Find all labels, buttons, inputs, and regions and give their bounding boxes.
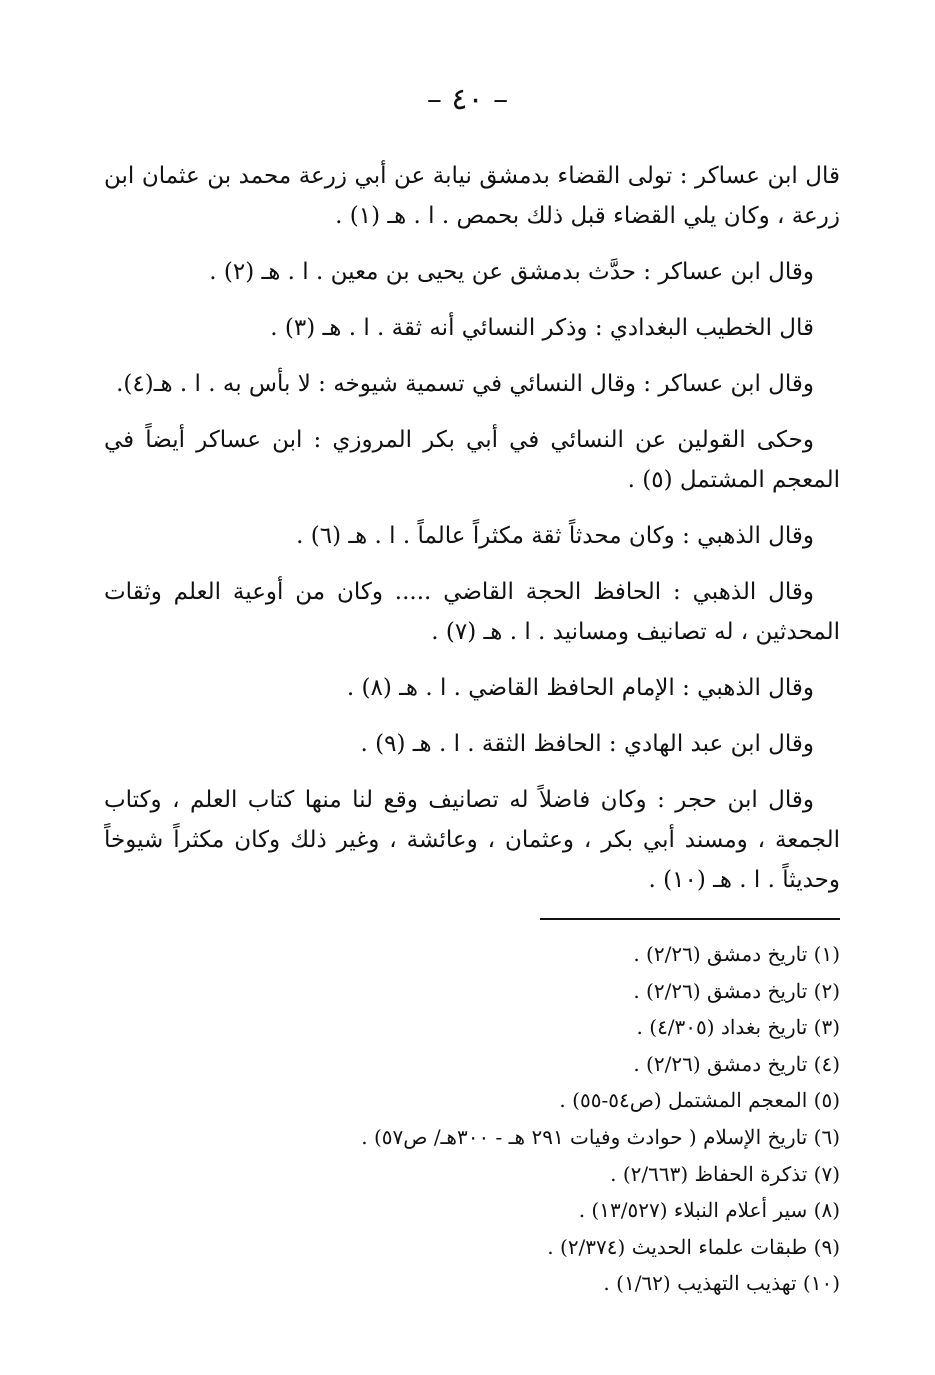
footnote-item: (٣) تاريخ بغداد (٤/٣٠٥) . (636, 1015, 840, 1040)
paragraph-ibn-asakir-2: وقال ابن عساكر : حدَّث بدمشق عن يحيى بن معين . ا . هـ (٢) . (209, 259, 814, 285)
paragraph-two-sayings: وحكى القولين عن النسائي في أبي بكر المروزي : ابن عساكر أيضاً في المعجم المشتمل (٥) . (104, 427, 840, 493)
paragraph-ibn-asakir-1: قال ابن عساكر : تولى القضاء بدمشق نيابة عن أبي زرعة محمد بن عثمان ابن زرعة ، وكان يلي القضاء قبل ذلك بحمص . ا . هـ (١) . (104, 163, 840, 229)
footnote-item: (٩) طبقات علماء الحديث (٢/٣٧٤) . (547, 1234, 840, 1259)
main-text (104, 156, 840, 916)
footnote-item: (٤) تاريخ دمشق (٢/٢٦) . (633, 1051, 840, 1076)
footnote-divider (540, 918, 840, 920)
footnote-item: (١) تاريخ دمشق (٢/٢٦) . (633, 942, 840, 966)
paragraph-khatib: قال الخطيب البغدادي : وذكر النسائي أنه ثقة . ا . هـ (٣) . (270, 315, 814, 341)
page-number: – ٤٠ – (426, 82, 509, 117)
footnote-item: (٢) تاريخ دمشق (٢/٢٦) . (633, 978, 840, 1003)
footnote-item: (٥) المعجم المشتمل (ص٥٤-٥٥) . (559, 1088, 840, 1113)
footnote-item: (٧) تذكرة الحفاظ (٢/٦٦٣) . (610, 1161, 840, 1186)
paragraph-dhahabi-1: وقال الذهبي : وكان محدثاً ثقة مكثراً عالماً . ا . هـ (٦) . (296, 523, 814, 549)
paragraph-dhahabi-2: وقال الذهبي : الحافظ الحجة القاضي ..... وكان من أوعية العلم وثقات المحدثين ، له تصانيف ومسانيد . ا . هـ (٧) . (104, 579, 840, 645)
paragraph-ibn-hajar: وقال ابن حجر : وكان فاضلاً له تصانيف وقع لنا منها كتاب العلم ، وكتاب الجمعة ، ومسند أبي بكر ، وعثمان ، وعائشة ، وغير ذلك وكان مكثراً شيوخاً وحديثاً . ا . هـ (١٠) . (104, 787, 840, 893)
footnotes-list (104, 936, 840, 1302)
paragraph-dhahabi-3: وقال الذهبي : الإمام الحافظ القاضي . ا . هـ (٨) . (346, 675, 814, 701)
footnote-item: (١٠) تهذيب التهذيب (١/٦٢) . (603, 1271, 840, 1296)
footnote-item: (٦) تاريخ الإسلام ( حوادث وفيات ٢٩١ هـ - ٣٠٠هـ/ ص٥٧) . (361, 1124, 840, 1149)
paragraph-ibn-abd-al-hadi: وقال ابن عبد الهادي : الحافظ الثقة . ا . هـ (٩) . (360, 731, 814, 757)
footnote-item: (٨) سير أعلام النبلاء (١٣/٥٢٧) . (578, 1198, 840, 1223)
paragraph-ibn-asakir-3: وقال ابن عساكر : وقال النسائي في تسمية شيوخه : لا بأس به . ا . هـ(٤). (116, 371, 814, 397)
